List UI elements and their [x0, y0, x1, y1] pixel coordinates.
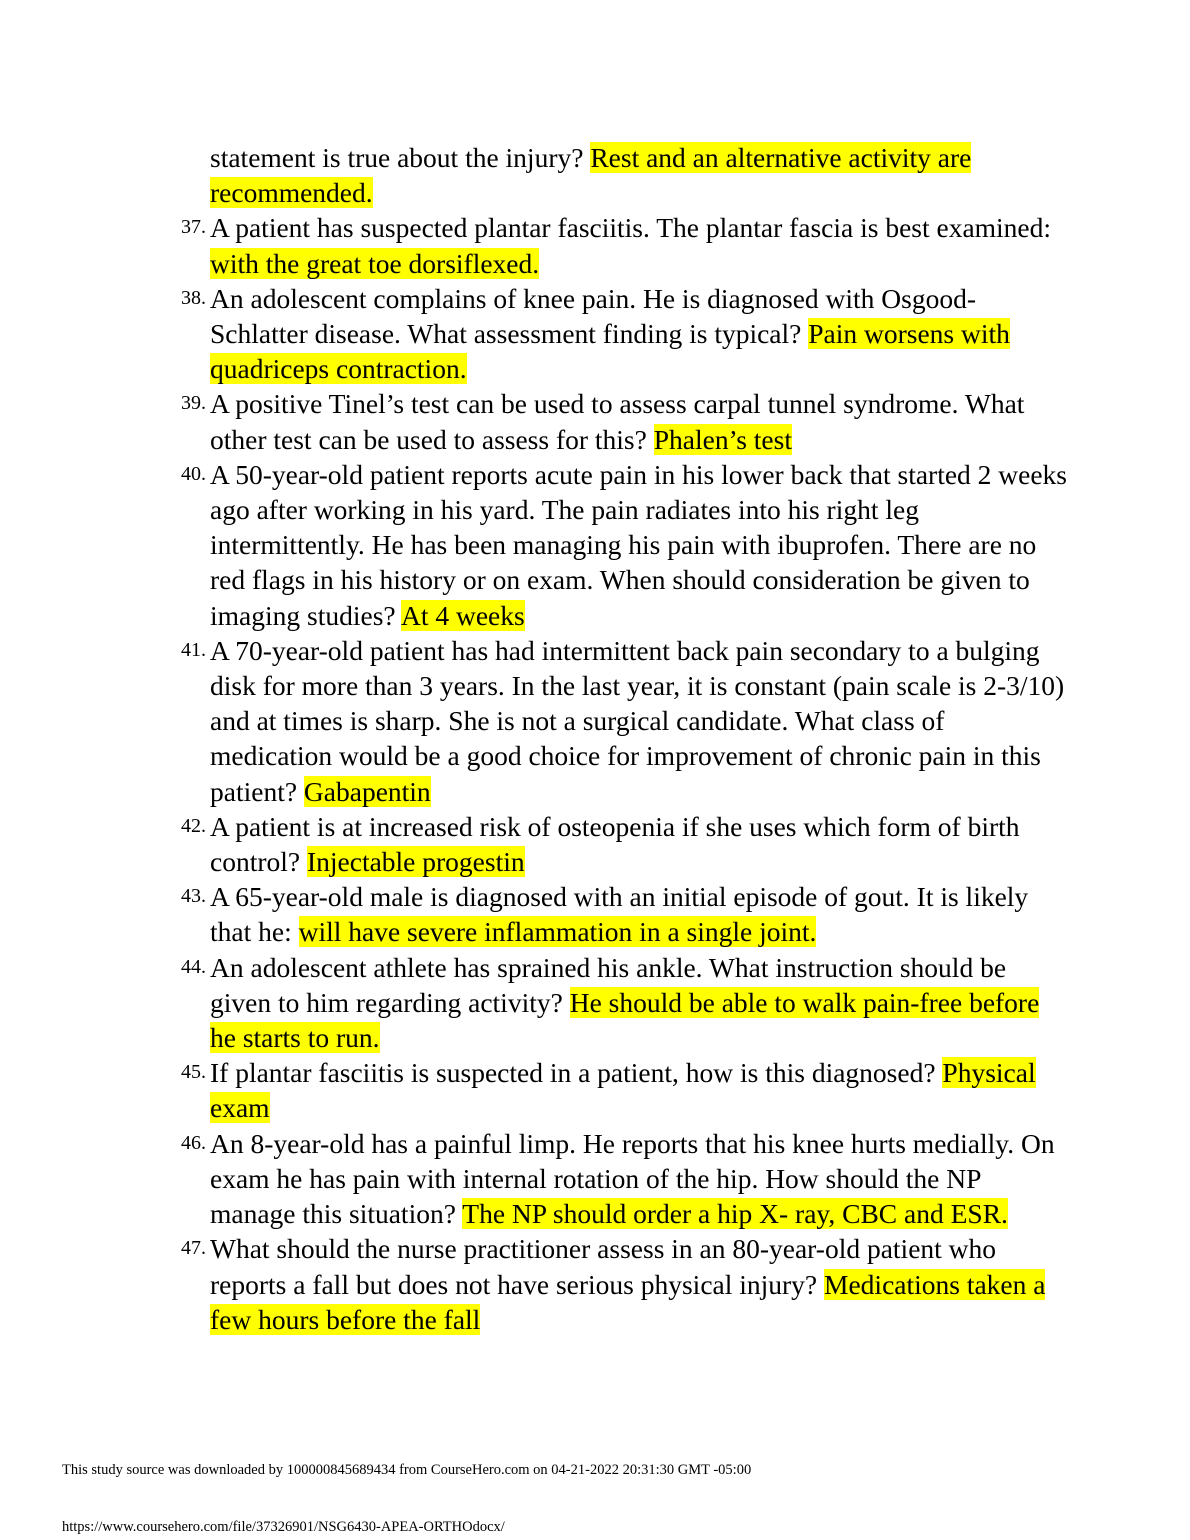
- footer-url: https://www.coursehero.com/file/37326901/NSG6430-APEA-ORTHOdocx/: [62, 1519, 505, 1535]
- question-number: 37.: [181, 216, 206, 239]
- question-text: A patient has suspected plantar fasciitis. The plantar fascia is best examined:: [210, 212, 1052, 244]
- question-text: statement is true about the injury?: [210, 142, 591, 173]
- question-item-45: [170, 1055, 1070, 1125]
- question-item-43: [170, 879, 1070, 949]
- question-number: 39.: [181, 392, 206, 415]
- question-text: A 70-year-old patient has had intermittent back pain secondary to a bulging disk for more than 3 years. In the last year, it is constant (pain scale is 2-3/10) and at times is sharp. She is not a surgical candidate. What class of medication would be a good choice for improvement of chronic pain in this patient?: [210, 634, 1065, 807]
- highlighted-answer: with the great toe dorsiflexed.: [210, 247, 540, 279]
- question-item-38: [170, 281, 1070, 387]
- question-text: An adolescent complains of knee pain. He is diagnosed with Osgood-Schlatter disease. What assessment finding is typical?: [210, 282, 977, 350]
- question-number: 45.: [181, 1061, 206, 1084]
- question-text: An adolescent athlete has sprained his ankle. What instruction should be given to him regarding activity?: [210, 951, 1007, 1018]
- question-item-40: [170, 457, 1070, 633]
- highlighted-answer: He should be able to walk pain-free before he starts to run.: [210, 986, 1040, 1054]
- question-text: A 50-year-old patient reports acute pain in his lower back that started 2 weeks ago after working in his yard. The pain radiates into his right leg intermittently. He has been managing his pain with ibuprofen. There are no red flags in his history or on exam. When should consideration be given to imaging studies?: [210, 458, 1068, 631]
- question-list: [170, 140, 1070, 1337]
- highlighted-answer: The NP should order a hip X- ray, CBC and ESR.: [462, 1198, 1008, 1230]
- question-text: A patient is at increased risk of osteopenia if she uses which form of birth control?: [210, 810, 1020, 878]
- question-item-37: [170, 210, 1070, 280]
- question-number: 40.: [181, 462, 206, 485]
- question-number: 42.: [181, 814, 206, 837]
- question-text: A 65-year-old male is diagnosed with an initial episode of gout. It is likely that he:: [210, 881, 1029, 948]
- highlighted-answer: Gabapentin: [303, 775, 431, 807]
- question-text: If plantar fasciitis is suspected in a patient, how is this diagnosed?: [210, 1057, 943, 1089]
- highlighted-answer: Rest and an alternative activity are recommended.: [210, 142, 972, 209]
- question-number: 46.: [181, 1131, 206, 1154]
- question-item-41: [170, 633, 1070, 809]
- highlighted-answer: Pain worsens with quadriceps contraction.: [210, 318, 1010, 385]
- question-item-42: [170, 809, 1070, 879]
- question-item-44: [170, 950, 1070, 1056]
- question-number: 41.: [181, 638, 206, 661]
- highlighted-answer: Injectable progestin: [306, 846, 525, 878]
- highlighted-answer: Physical exam: [210, 1057, 1036, 1124]
- question-item-39: [170, 386, 1070, 456]
- highlighted-answer: Medications taken a few hours before the fall: [210, 1268, 1046, 1335]
- highlighted-answer: Phalen’s test: [653, 423, 792, 455]
- question-number: 43.: [181, 885, 206, 908]
- question-item-46: [170, 1126, 1070, 1232]
- footer-source-notice: This study source was downloaded by 100000845689434 from CourseHero.com on 04-21-2022 20:31:30 GMT -05:00: [62, 1462, 752, 1478]
- question-number: 47.: [181, 1237, 206, 1260]
- question-number: 44.: [181, 955, 206, 978]
- highlighted-answer: At 4 weeks: [400, 599, 525, 631]
- question-text: A positive Tinel’s test can be used to assess carpal tunnel syndrome. What other test can be used to assess for this?: [210, 388, 1025, 455]
- question-item-36: [170, 140, 1070, 210]
- question-number: 38.: [181, 286, 206, 309]
- question-item-47: [170, 1231, 1070, 1337]
- highlighted-answer: will have severe inflammation in a single joint.: [298, 916, 817, 948]
- question-text: What should the nurse practitioner assess in an 80-year-old patient who reports a fall but does not have serious physical injury?: [210, 1233, 997, 1300]
- question-text: An 8-year-old has a painful limp. He reports that his knee hurts medially. On exam he has pain with internal rotation of the hip. How should the NP manage this situation?: [210, 1127, 1055, 1230]
